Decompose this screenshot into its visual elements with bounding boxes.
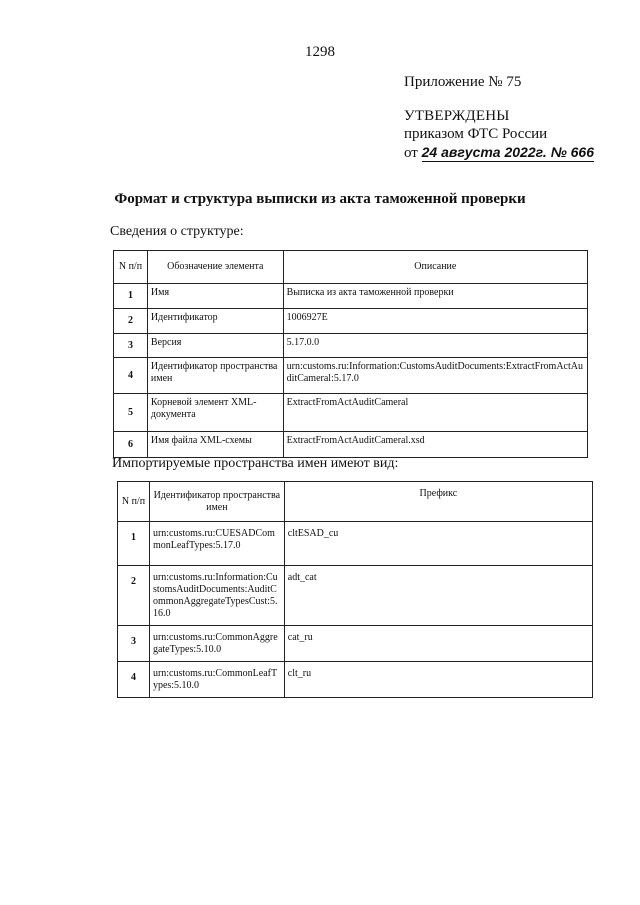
row-number: 4 xyxy=(118,662,150,698)
element-name: Имя файла XML-схемы xyxy=(147,432,283,458)
namespace-prefix: cltESAD_cu xyxy=(284,522,592,566)
row-number: 5 xyxy=(114,394,148,432)
row-number: 6 xyxy=(114,432,148,458)
namespace-prefix: cat_ru xyxy=(284,626,592,662)
page-number: 1298 xyxy=(305,44,335,60)
element-description: ExtractFromActAuditCameral.xsd xyxy=(283,432,587,458)
namespace-id: urn:customs.ru:Information:CustomsAuditDocuments:AuditCommonAggregateTypesCust:5.16.0 xyxy=(149,566,284,626)
approved-label: УТВЕРЖДЕНЫ xyxy=(404,108,510,124)
element-name: Имя xyxy=(147,284,283,309)
element-description: ExtractFromActAuditCameral xyxy=(283,394,587,432)
row-number: 4 xyxy=(114,358,148,394)
element-description: 5.17.0.0 xyxy=(283,334,587,358)
row-number: 3 xyxy=(114,334,148,358)
table-row xyxy=(114,394,588,432)
element-description: urn:customs.ru:Information:CustomsAuditDocuments:ExtractFromActAuditCameral:5.17.0 xyxy=(283,358,587,394)
order-date: 24 августа 2022г. № 666 xyxy=(421,144,594,160)
table-header-row xyxy=(118,482,593,522)
element-description: 1006927E xyxy=(283,309,587,334)
order-label: приказом ФТС России xyxy=(404,126,548,142)
order-date-line xyxy=(404,144,594,162)
namespace-id: urn:customs.ru:CommonLeafTypes:5.10.0 xyxy=(149,662,284,698)
row-number: 2 xyxy=(114,309,148,334)
namespaces-heading: Импортируемые пространства имен имеют вид: xyxy=(112,456,399,471)
table-row xyxy=(118,522,593,566)
table-row xyxy=(114,309,588,334)
table-row xyxy=(118,566,593,626)
table-row xyxy=(114,284,588,309)
element-name: Идентификатор пространства имен xyxy=(147,358,283,394)
column-header: N п/п xyxy=(118,482,150,522)
row-number: 1 xyxy=(114,284,148,309)
column-header: Префикс xyxy=(284,482,592,522)
table-row xyxy=(118,626,593,662)
column-header: Идентификатор пространства имен xyxy=(149,482,284,522)
table-row xyxy=(114,358,588,394)
table-header-row xyxy=(114,251,588,284)
row-number: 2 xyxy=(118,566,150,626)
namespace-prefix: clt_ru xyxy=(284,662,592,698)
column-header: Обозначение элемента xyxy=(147,251,283,284)
element-name: Версия xyxy=(147,334,283,358)
table-row xyxy=(118,662,593,698)
namespaces-table xyxy=(117,481,593,698)
element-name: Идентификатор xyxy=(147,309,283,334)
namespace-id: urn:customs.ru:CommonAggregateTypes:5.10.0 xyxy=(149,626,284,662)
namespace-id: urn:customs.ru:CUESADCommonLeafTypes:5.17.0 xyxy=(149,522,284,566)
table-row xyxy=(114,334,588,358)
structure-heading: Сведения о структуре: xyxy=(110,224,244,239)
column-header: N п/п xyxy=(114,251,148,284)
element-description: Выписка из акта таможенной проверки xyxy=(283,284,587,309)
document-title: Формат и структура выписки из акта таможенной проверки xyxy=(114,191,526,207)
row-number: 1 xyxy=(118,522,150,566)
appendix-label: Приложение № 75 xyxy=(404,74,522,90)
date-prefix: от xyxy=(404,145,418,161)
row-number: 3 xyxy=(118,626,150,662)
namespace-prefix: adt_cat xyxy=(284,566,592,626)
table-row xyxy=(114,432,588,458)
column-header: Описание xyxy=(283,251,587,284)
element-name: Корневой элемент XML-документа xyxy=(147,394,283,432)
structure-table xyxy=(113,250,588,458)
